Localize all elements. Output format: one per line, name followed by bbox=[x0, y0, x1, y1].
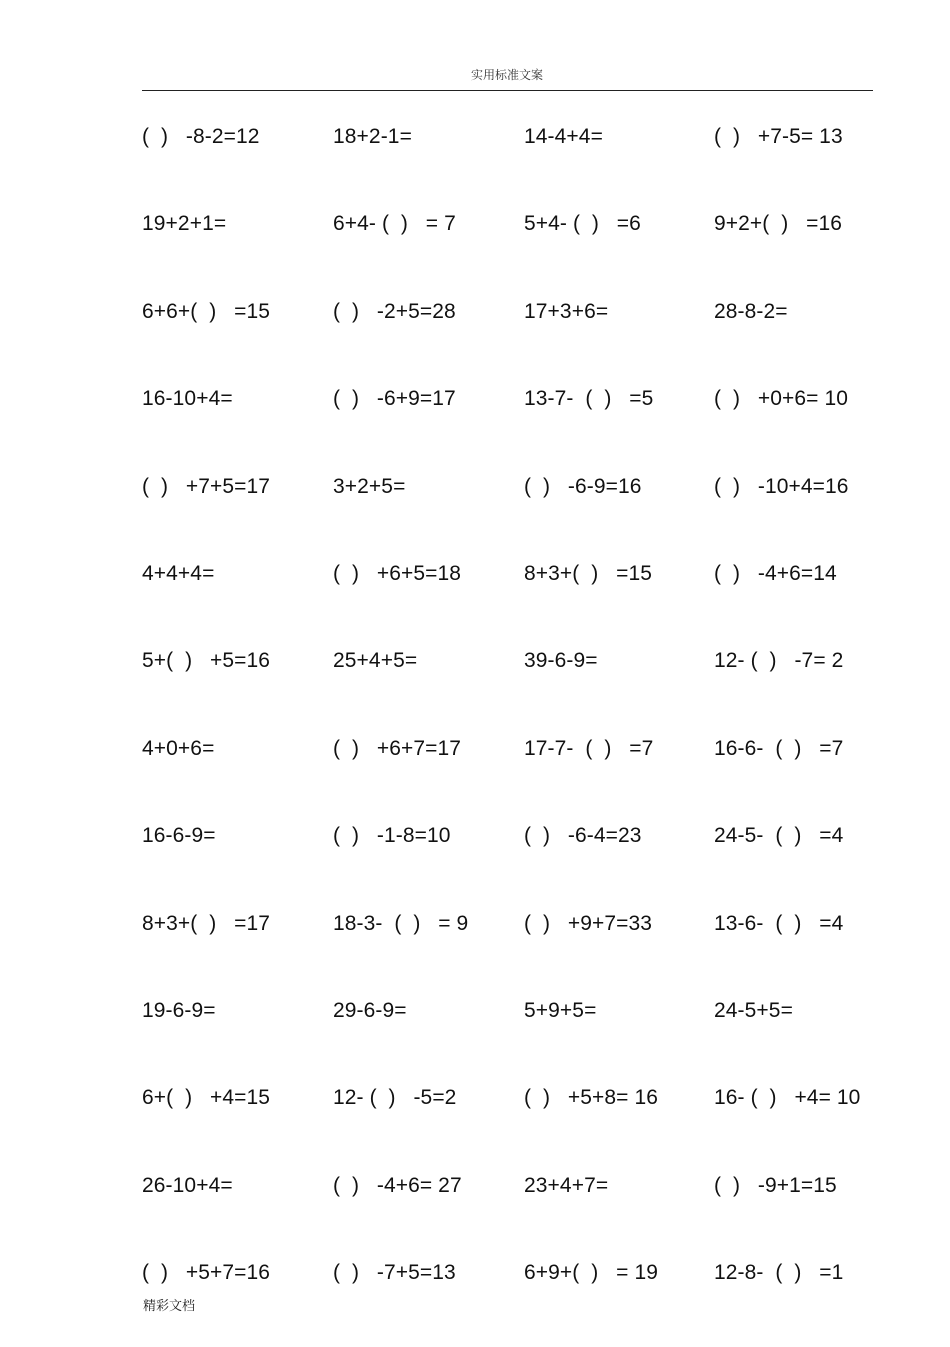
arithmetic-problem: 6+6+( ) =15 bbox=[142, 299, 271, 323]
arithmetic-problem: 18-3- ( ) = 9 bbox=[333, 911, 469, 935]
arithmetic-problem: ( ) +5+7=16 bbox=[142, 1261, 271, 1285]
arithmetic-problem: 6+( ) +4=15 bbox=[142, 1086, 271, 1110]
arithmetic-problem: ( ) -6-9=16 bbox=[524, 474, 642, 498]
arithmetic-problem: 4+0+6= bbox=[142, 736, 215, 760]
arithmetic-problem: 17-7- ( ) =7 bbox=[524, 736, 654, 760]
arithmetic-problem: ( ) -1-8=10 bbox=[333, 824, 451, 848]
arithmetic-problem: ( ) +7-5= 13 bbox=[714, 125, 843, 148]
problem-row bbox=[142, 299, 902, 386]
arithmetic-problem: 9+2+( ) =16 bbox=[714, 212, 843, 236]
arithmetic-problem: ( ) +9+7=33 bbox=[524, 911, 653, 935]
arithmetic-problem: 8+3+( ) =15 bbox=[524, 561, 653, 585]
arithmetic-problem: 19+2+1= bbox=[142, 212, 227, 236]
problem-row bbox=[142, 736, 902, 823]
arithmetic-problem: ( ) -6-4=23 bbox=[524, 824, 642, 848]
arithmetic-problem: 12-8- ( ) =1 bbox=[714, 1261, 844, 1285]
problem-row bbox=[142, 1260, 902, 1347]
page-footer: 精彩文档 bbox=[143, 1299, 196, 1314]
problem-row bbox=[142, 386, 902, 473]
arithmetic-problem: 4+4+4= bbox=[142, 561, 215, 585]
arithmetic-problem: 18+2-1= bbox=[333, 125, 412, 148]
arithmetic-problem: 24-5+5= bbox=[714, 998, 793, 1022]
arithmetic-problem: 8+3+( ) =17 bbox=[142, 911, 271, 935]
problem-row bbox=[142, 823, 902, 910]
arithmetic-problem: ( ) -2+5=28 bbox=[333, 299, 456, 323]
arithmetic-problem: 6+9+( ) = 19 bbox=[524, 1261, 659, 1285]
arithmetic-problem: 29-6-9= bbox=[333, 998, 407, 1022]
arithmetic-problem: ( ) -4+6= 27 bbox=[333, 1173, 462, 1197]
problem-row bbox=[142, 1085, 902, 1172]
arithmetic-problem: ( ) +7+5=17 bbox=[142, 474, 271, 498]
arithmetic-problem: 28-8-2= bbox=[714, 299, 788, 323]
arithmetic-problem: ( ) +6+5=18 bbox=[333, 561, 462, 585]
arithmetic-problem: 17+3+6= bbox=[524, 299, 609, 323]
arithmetic-problem: 23+4+7= bbox=[524, 1173, 609, 1197]
arithmetic-problem: 16- ( ) +4= 10 bbox=[714, 1086, 861, 1110]
problem-row bbox=[142, 124, 902, 211]
arithmetic-problem: 16-10+4= bbox=[142, 387, 233, 411]
arithmetic-problem: 5+( ) +5=16 bbox=[142, 649, 271, 673]
problem-row bbox=[142, 474, 902, 561]
arithmetic-problem: ( ) -8-2=12 bbox=[142, 125, 260, 148]
page-header: 实用标准文案 bbox=[470, 68, 543, 82]
problem-grid bbox=[142, 124, 902, 1347]
problem-row bbox=[142, 561, 902, 648]
arithmetic-problem: ( ) -10+4=16 bbox=[714, 474, 849, 498]
arithmetic-problem: 13-7- ( ) =5 bbox=[524, 387, 654, 411]
arithmetic-problem: ( ) -6+9=17 bbox=[333, 387, 456, 411]
arithmetic-problem: 24-5- ( ) =4 bbox=[714, 824, 844, 848]
arithmetic-problem: 5+4- ( ) =6 bbox=[524, 212, 641, 236]
arithmetic-problem: 26-10+4= bbox=[142, 1173, 233, 1197]
arithmetic-problem: ( ) +5+8= 16 bbox=[524, 1086, 659, 1110]
arithmetic-problem: 6+4- ( ) = 7 bbox=[333, 212, 456, 236]
arithmetic-problem: ( ) +6+7=17 bbox=[333, 736, 462, 760]
arithmetic-problem: ( ) -9+1=15 bbox=[714, 1173, 837, 1197]
arithmetic-problem: 39-6-9= bbox=[524, 649, 598, 673]
arithmetic-problem: 13-6- ( ) =4 bbox=[714, 911, 844, 935]
arithmetic-problem: ( ) -7+5=13 bbox=[333, 1261, 456, 1285]
arithmetic-problem: 3+2+5= bbox=[333, 474, 406, 498]
problem-row bbox=[142, 648, 902, 735]
problem-row bbox=[142, 998, 902, 1085]
arithmetic-problem: 16-6-9= bbox=[142, 824, 216, 848]
arithmetic-problem: 12- ( ) -7= 2 bbox=[714, 649, 844, 673]
problem-row bbox=[142, 211, 902, 298]
arithmetic-problem: 14-4+4= bbox=[524, 125, 603, 148]
arithmetic-problem: 5+9+5= bbox=[524, 998, 597, 1022]
header-rule bbox=[142, 90, 873, 91]
arithmetic-problem: 12- ( ) -5=2 bbox=[333, 1086, 457, 1110]
problem-row bbox=[142, 911, 902, 998]
arithmetic-problem: 25+4+5= bbox=[333, 649, 418, 673]
arithmetic-problem: ( ) +0+6= 10 bbox=[714, 387, 849, 411]
arithmetic-problem: 16-6- ( ) =7 bbox=[714, 736, 844, 760]
arithmetic-problem: 19-6-9= bbox=[142, 998, 216, 1022]
arithmetic-problem: ( ) -4+6=14 bbox=[714, 561, 837, 585]
problem-row bbox=[142, 1173, 902, 1260]
